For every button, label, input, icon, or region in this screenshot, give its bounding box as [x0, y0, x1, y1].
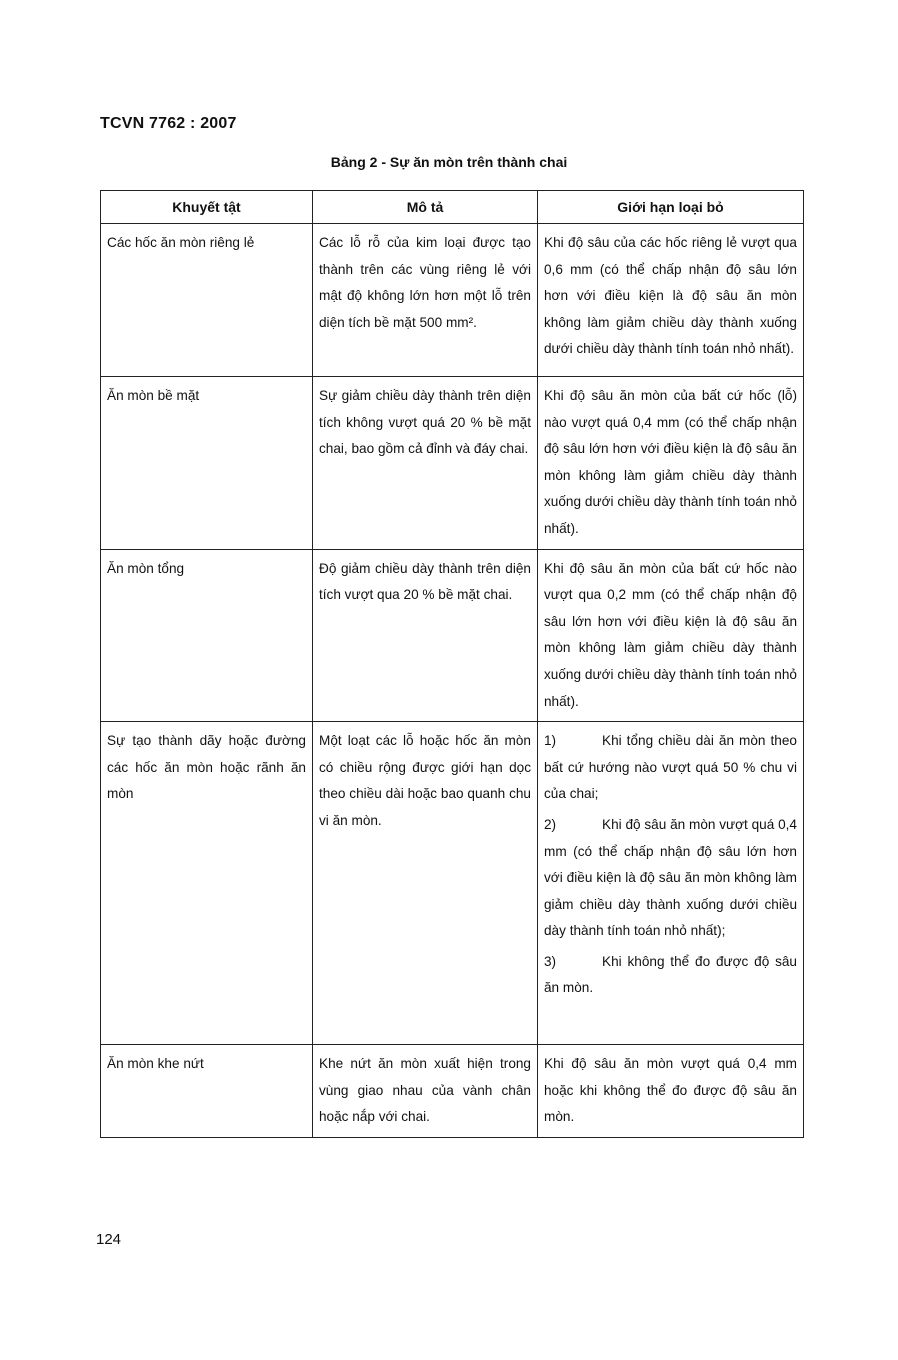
- limit-cell: Khi độ sâu ăn mòn của bất cứ hốc nào vượt qua 0,2 mm (có thể chấp nhận độ sâu lớn hơn với điều kiện là độ sâu ăn mòn không làm giảm chiều dày thành xuống dưới chiều dày thành tính toán nhỏ nhất).: [538, 549, 804, 722]
- page-number: 124: [96, 1231, 122, 1248]
- defect-cell: Sự tạo thành dãy hoặc đường các hốc ăn mòn hoặc rãnh ăn mòn: [101, 722, 313, 1045]
- table-header-row: [101, 191, 804, 224]
- limit-cell: Khi độ sâu của các hốc riêng lẻ vượt qua 0,6 mm (có thể chấp nhận độ sâu lớn hơn với điều kiện là độ sâu ăn mòn không làm giảm chiều dày thành xuống dưới chiều dày thành tính toán nhỏ nhất).: [538, 224, 804, 377]
- table-row: [101, 549, 804, 722]
- defect-cell: Ăn mòn bề mặt: [101, 377, 313, 550]
- defect-cell: Các hốc ăn mòn riêng lẻ: [101, 224, 313, 377]
- description-cell: Một loạt các lỗ hoặc hốc ăn mòn có chiều rộng được giới hạn dọc theo chiều dài hoặc bao quanh chu vi ăn mòn.: [313, 722, 538, 1045]
- defect-cell: Ăn mòn tổng: [101, 549, 313, 722]
- limit-cell: Khi độ sâu ăn mòn của bất cứ hốc (lỗ) nào vượt quá 0,4 mm (có thể chấp nhận độ sâu lớn hơn với điều kiện là độ sâu ăn mòn không làm giảm chiều dày thành xuống dưới chiều dày thành tính toán nhỏ nhất).: [538, 377, 804, 550]
- description-cell: Khe nứt ăn mòn xuất hiện trong vùng giao nhau của vành chân hoặc nắp với chai.: [313, 1045, 538, 1138]
- limit-item-number: 1): [544, 733, 557, 749]
- limit-item-text: Khi độ sâu ăn mòn vượt quá 0,4 mm (có thể chấp nhận độ sâu lớn hơn với điều kiện là độ sâu ăn mòn không làm giảm chiều dày thành xuống dưới chiều dày thành tính toán nhỏ nhất);: [544, 816, 797, 939]
- table-row: [101, 377, 804, 550]
- limit-item-text: Khi không thể đo được độ sâu ăn mòn.: [544, 953, 797, 996]
- limit-cell: [538, 722, 804, 1045]
- column-header-description: Mô tả: [313, 191, 538, 224]
- limit-item: [544, 949, 797, 1002]
- limit-item-text: Khi tổng chiều dài ăn mòn theo bất cứ hướng nào vượt quá 50 % chu vi của chai;: [544, 733, 797, 802]
- table-row: [101, 722, 804, 1045]
- description-cell: Độ giảm chiều dày thành trên diện tích vượt qua 20 % bề mặt chai.: [313, 549, 538, 722]
- description-cell: Sự giảm chiều dày thành trên diện tích không vượt quá 20 % bề mặt chai, bao gồm cả đỉnh và đáy chai.: [313, 377, 538, 550]
- description-cell: Các lỗ rỗ của kim loại được tạo thành trên các vùng riêng lẻ với mật độ không lớn hơn một lỗ trên diện tích bề mặt 500 mm².: [313, 224, 538, 377]
- table-row: [101, 1045, 804, 1138]
- limit-item: [544, 728, 797, 808]
- limit-item-number: 3): [544, 953, 557, 969]
- table-row: [101, 224, 804, 377]
- table-title: Bảng 2 - Sự ăn mòn trên thành chai: [330, 154, 568, 170]
- document-code: TCVN 7762 : 2007: [100, 115, 237, 132]
- defect-cell: Ăn mòn khe nứt: [101, 1045, 313, 1138]
- column-header-defect: Khuyết tật: [101, 191, 313, 224]
- limit-item-number: 2): [544, 816, 557, 832]
- corrosion-table: [100, 190, 804, 1138]
- limit-cell: Khi độ sâu ăn mòn vượt quá 0,4 mm hoặc khi không thể đo được độ sâu ăn mòn.: [538, 1045, 804, 1138]
- column-header-limit: Giới hạn loại bỏ: [538, 191, 804, 224]
- limit-item: [544, 812, 797, 945]
